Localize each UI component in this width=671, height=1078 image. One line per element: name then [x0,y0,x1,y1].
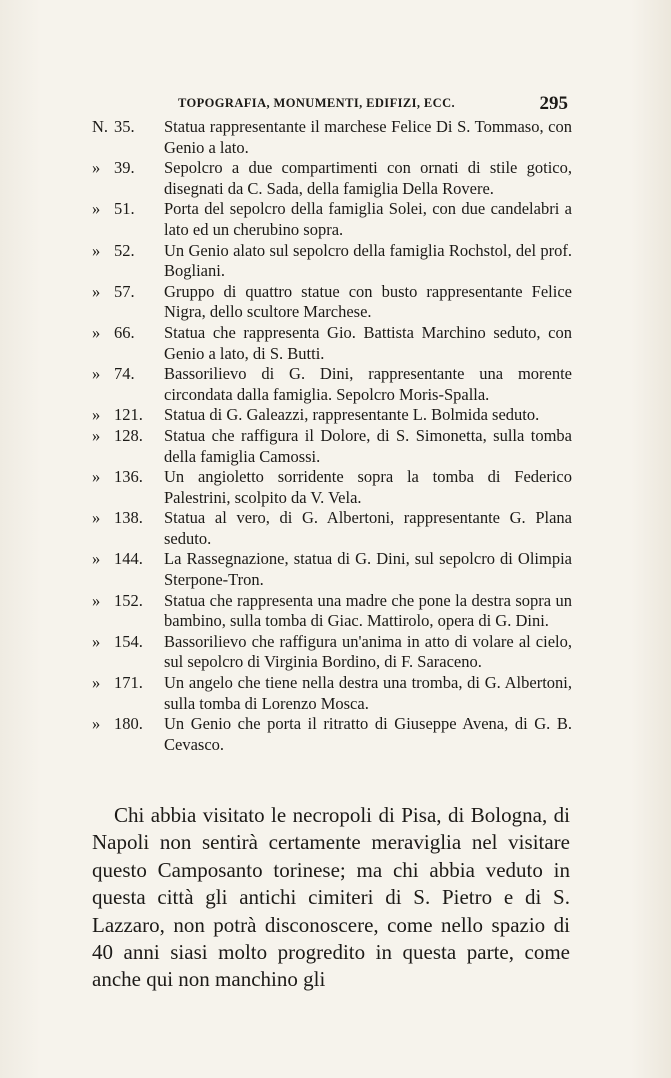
catalogue-entry [92,241,572,282]
entry-number: 57. [114,281,135,301]
catalogue-entry [92,673,572,714]
entry-number: 136. [114,467,143,487]
entry-mark: » [92,281,101,301]
catalogue-entry [92,632,572,673]
catalogue-entry [92,549,572,590]
catalogue-entry [92,467,572,508]
entry-text: Statua rappresentante il marchese Felice Di S. Tommaso, con Genio a lato. [164,117,572,157]
entry-text: Sepolcro a due compartimenti con ornati di stile gotico, disegnati da C. Sada, della famiglia Della Rovere. [164,158,572,198]
body-paragraph: Chi abbia visitato le necropoli di Pisa, di Bologna, di Napoli non sentirà certamente meraviglia nel visitare questo Camposanto torinese; ma chi abbia veduto in questa città gli antichi cimiteri di S. Pietro e di S. Lazzaro, non potrà disconoscere, come nello spazio di 40 anni siasi molto progredito in questa parte, come anche qui non manchino gli [92,803,570,992]
header-title: TOPOGRAFIA, MONUMENTI, EDIFIZI, ECC. [178,96,456,110]
catalogue-entry [92,405,572,426]
entry-text: Un angioletto sorridente sopra la tomba di Federico Palestrini, scolpito da V. Vela. [164,467,572,507]
entry-text: Porta del sepolcro della famiglia Solei, con due candelabri a lato ed un cherubino sopra. [164,199,572,239]
entry-mark: » [92,673,101,693]
entry-text: Statua che rappresenta una madre che pone la destra sopra un bambino, sulla tomba di Giac. Mattirolo, opera di G. Dini. [164,590,572,631]
entry-mark: » [92,508,101,528]
entry-number: 66. [114,322,135,342]
entry-number: 154. [114,631,143,651]
entry-mark: » [92,549,101,569]
catalogue-entry [92,591,572,632]
entry-mark: » [92,590,101,610]
catalogue-entry [92,364,572,405]
running-header [94,93,568,117]
entry-mark: » [92,714,101,734]
entry-mark: » [92,158,101,178]
entry-number: 39. [114,158,135,178]
catalogue-entry [92,282,572,323]
entry-number: 74. [114,364,135,384]
entry-mark: » [92,405,101,425]
entry-mark: » [92,364,101,384]
catalogue-entry [92,199,572,240]
entry-text: Un Genio alato sul sepolcro della famiglia Rochstol, del prof. Bogliani. [164,240,572,281]
entry-mark: » [92,467,101,487]
catalogue-entry [92,426,572,467]
catalogue-entry [92,714,572,755]
entry-number: 52. [114,240,135,260]
entry-mark: » [92,240,101,260]
entry-mark: N. [92,117,109,136]
catalogue-entry [92,117,572,158]
entry-text: Statua di G. Galeazzi, rappresentante L. Bolmida seduto. [164,405,540,425]
entry-text: Gruppo di quattro statue con busto rappresentante Felice Nigra, dello scultore Marchese. [164,281,572,322]
catalogue-entry [92,158,572,199]
page-number: 295 [539,93,568,114]
entry-text: Statua al vero, di G. Albertoni, rappresentante G. Plana seduto. [164,508,572,548]
catalogue-entry [92,323,572,364]
entry-text: Bassorilievo che raffigura un'anima in atto di volare al cielo, sul sepolcro di Virginia Bordino, di F. Saraceno. [164,631,572,672]
entry-text: Un Genio che porta il ritratto di Giuseppe Avena, di G. B. Cevasco. [164,714,572,754]
entry-text: Statua che rappresenta Gio. Battista Marchino seduto, con Genio a lato, di S. Butti. [164,322,572,363]
entry-number: 152. [114,590,143,610]
entry-number: 180. [114,714,143,734]
entry-number: 144. [114,549,143,569]
entry-mark: » [92,425,101,445]
entry-mark: » [92,322,101,342]
entry-text: Statua che raffigura il Dolore, di S. Simonetta, sulla tomba della famiglia Camossi. [164,425,572,466]
entry-number: 171. [114,673,143,693]
catalogue-entry [92,508,572,549]
catalogue-list [92,117,572,755]
entry-number: 121. [114,405,143,425]
entry-mark: » [92,631,101,651]
entry-text: Bassorilievo di G. Dini, rappresentante una morente circondata dalla famiglia. Sepolcro Moris-Spalla. [164,364,572,404]
entry-number: 128. [114,425,143,445]
entry-number: 51. [114,199,135,219]
entry-text: La Rassegnazione, statua di G. Dini, sul sepolcro di Olimpia Sterpone-Tron. [164,549,572,590]
entry-text: Un angelo che tiene nella destra una tromba, di G. Albertoni, sulla tomba di Lorenzo Mosca. [164,673,572,713]
entry-number: 138. [114,508,143,528]
entry-mark: » [92,199,101,219]
entry-number: 35. [114,117,135,136]
